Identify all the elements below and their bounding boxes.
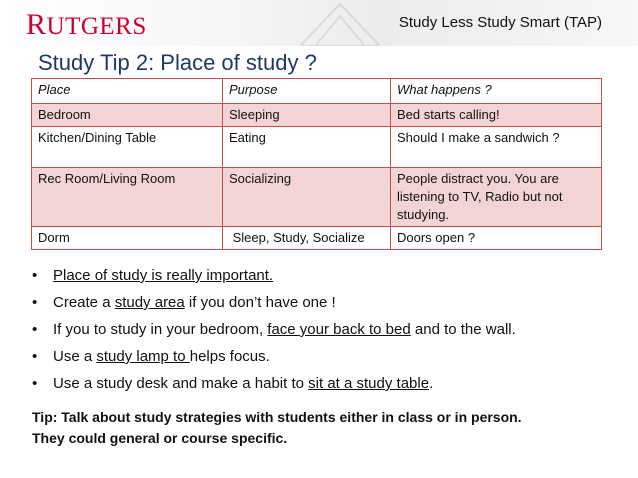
study-places-table xyxy=(31,78,602,250)
bullet-text: Use a xyxy=(53,348,97,365)
bullet-emphasis: sit at a study table xyxy=(308,375,430,392)
list-item xyxy=(32,262,516,289)
rutgers-logo: RUTGERS xyxy=(26,8,147,41)
slide-title: Study Tip 2: Place of study ? xyxy=(38,50,317,75)
list-item xyxy=(32,343,516,370)
header-what-happens: What happens ? xyxy=(391,79,602,104)
cell-purpose: Sleeping xyxy=(223,104,391,127)
header-place: Place xyxy=(32,79,223,104)
bullet-marker: • xyxy=(32,348,38,365)
tip-line: Tip: Talk about study strategies with students either in class or in person. xyxy=(32,409,522,425)
cell-what-happens: Doors open ? xyxy=(391,227,602,250)
slide-header xyxy=(0,0,638,46)
list-item xyxy=(32,316,516,343)
cell-what-happens: Bed starts calling! xyxy=(391,104,602,127)
cell-purpose: Eating xyxy=(223,127,391,168)
course-title: Study Less Study Smart (TAP) xyxy=(398,14,602,31)
bullet-marker: • xyxy=(32,294,38,311)
list-item xyxy=(32,289,516,316)
tip-box xyxy=(32,407,622,449)
table-row xyxy=(32,227,602,250)
bullet-emphasis: study area xyxy=(114,294,185,311)
cell-place: Dorm xyxy=(32,227,223,250)
cell-purpose: Sleep, Study, Socialize xyxy=(223,227,391,250)
table-row xyxy=(32,127,602,168)
bullet-emphasis: face your back to bed xyxy=(267,321,411,338)
bullet-text: If you to study in your bedroom, xyxy=(53,321,268,338)
bullet-list xyxy=(32,262,516,397)
list-item xyxy=(32,370,516,397)
table-row xyxy=(32,104,602,127)
bullet-marker: • xyxy=(32,321,38,338)
cell-what-happens: Should I make a sandwich ? xyxy=(391,127,602,168)
bullet-text: Place of study is really important. xyxy=(53,267,274,284)
bullet-marker: • xyxy=(32,375,38,392)
cell-place: Kitchen/Dining Table xyxy=(32,127,223,168)
bullet-marker: • xyxy=(32,267,38,284)
bullet-text: and to the wall. xyxy=(410,321,516,338)
cell-what-happens: People distract you. You are listening to TV, Radio but not studying. xyxy=(391,168,602,227)
table-row xyxy=(32,168,602,227)
bullet-text: Use a study desk and make a habit to xyxy=(53,375,309,392)
cell-purpose: Socializing xyxy=(223,168,391,227)
header-purpose: Purpose xyxy=(223,79,391,104)
university-seal-watermark xyxy=(300,2,380,46)
tip-line: They could general or course specific. xyxy=(32,430,288,446)
cell-place: Rec Room/Living Room xyxy=(32,168,223,227)
bullet-emphasis: study lamp to xyxy=(96,348,190,365)
table-header-row xyxy=(32,79,602,104)
bullet-text: helps focus. xyxy=(189,348,270,365)
bullet-text: Create a xyxy=(53,294,115,311)
bullet-text: . xyxy=(429,375,434,392)
cell-place: Bedroom xyxy=(32,104,223,127)
bullet-text: if you don’t have one ! xyxy=(184,294,336,311)
